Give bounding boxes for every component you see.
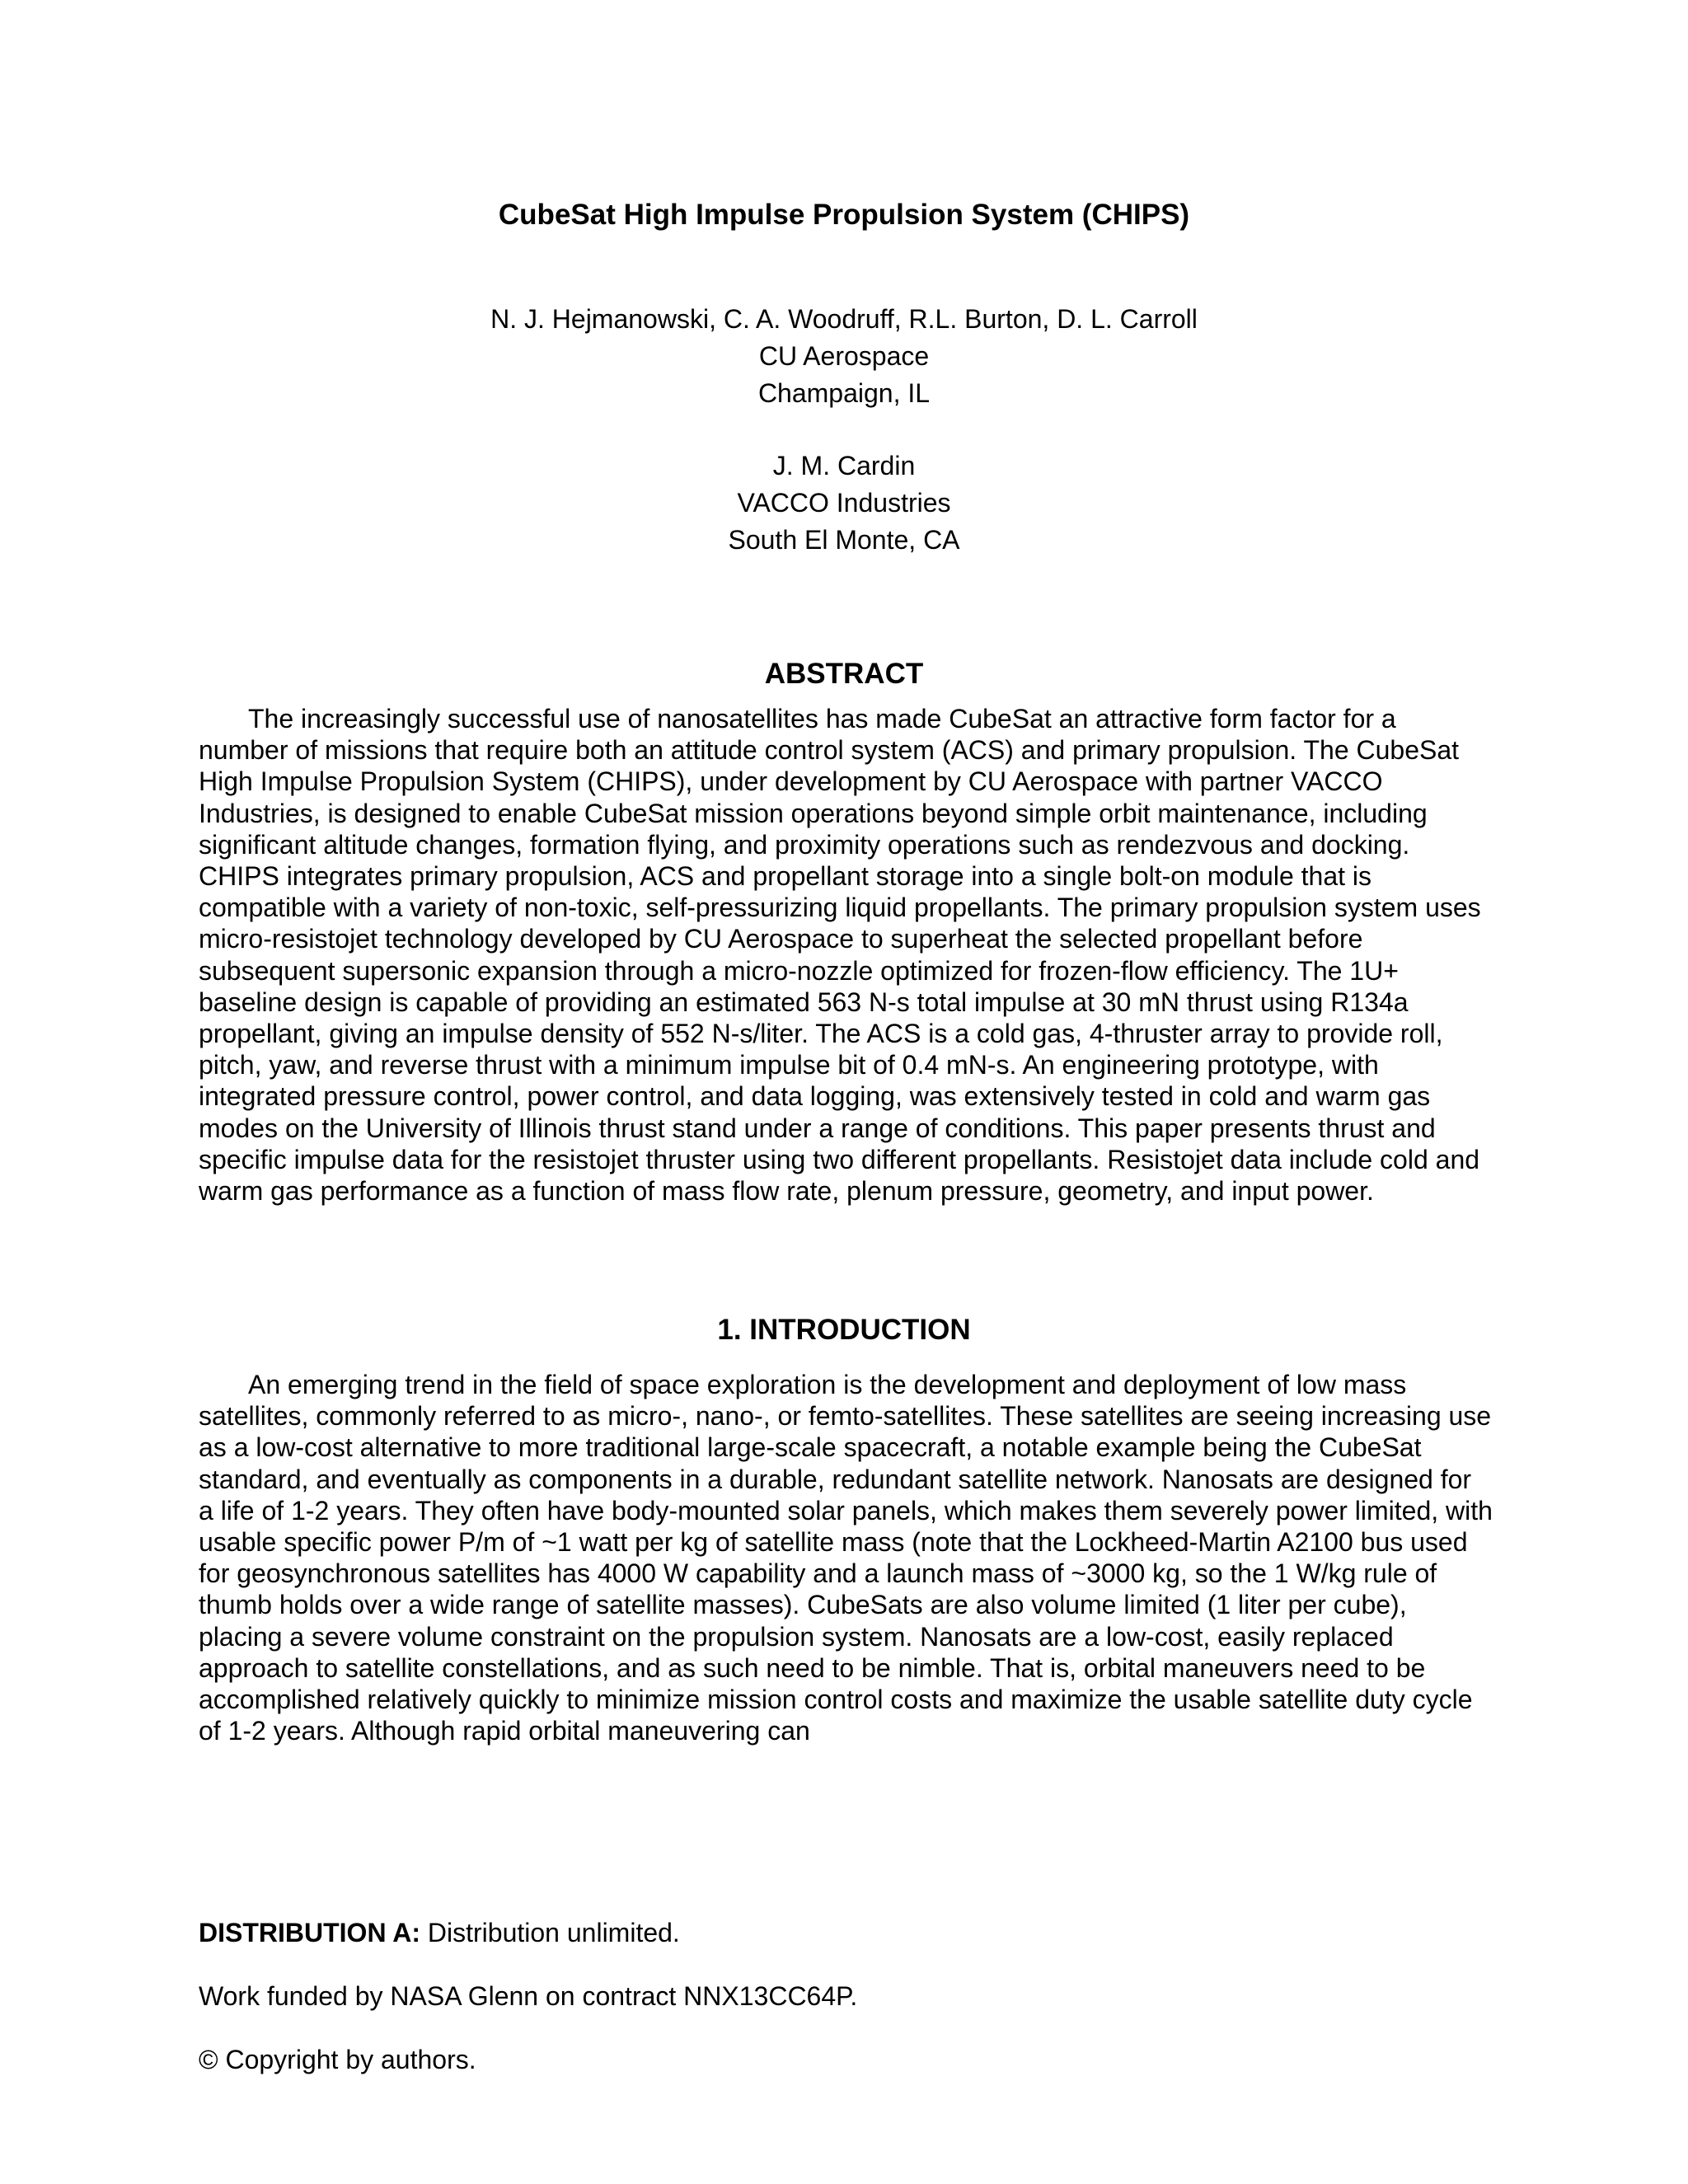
distribution-text: Distribution unlimited. [420, 1918, 680, 1947]
affiliation-location: South El Monte, CA [728, 525, 960, 555]
distribution-statement [199, 1916, 1493, 1949]
paper-title: CubeSat High Impulse Propulsion System (CHIPS) [498, 199, 1190, 231]
affiliation-secondary [0, 448, 1688, 559]
funding-statement: Work funded by NASA Glenn on contract NNX13CC64P. [199, 1981, 858, 2011]
affiliation-organization: CU Aerospace [758, 341, 930, 371]
introduction-paragraph: An emerging trend in the field of space exploration is the development and deployment of low mass satellites, commonly referred to as micro-, nano-, or femto-satellites. These satellites are seeing increasing use as a low-cost alternative to more traditional large-scale spacecraft, a notable example being the CubeSat standard, and eventually as components in a durable, redundant satellite network. Nanosats are designed for a life of 1-2 years. They often have body-mounted solar panels, which makes them severely power limited, with usable specific power P/m of ~1 watt per kg of satellite mass (note that the Lockheed-Martin A2100 bus used for geosynchronous satellites has 4000 W capability and a launch mass of ~3000 kg, so the 1 W/kg rule of thumb holds over a wide range of satellite masses). CubeSats are also volume limited (1 liter per cube), placing a severe volume constraint on the propulsion system. Nanosats are a low-cost, easily replaced approach to satellite constellations, and as such need to be nimble. That is, orbital maneuvers need to be accomplished relatively quickly to minimize mission control costs and maximize the usable satellite duty cycle of 1-2 years. Although rapid orbital maneuvering can [199, 1370, 1493, 1746]
affiliation-organization: VACCO Industries [737, 488, 951, 518]
affiliation-primary [0, 338, 1688, 412]
copyright-statement: © Copyright by authors. [199, 2045, 476, 2074]
distribution-label: DISTRIBUTION A: [199, 1918, 421, 1947]
abstract-paragraph: The increasingly successful use of nanosatellites has made CubeSat an attractive form factor for a number of missions that require both an attitude control system (ACS) and primary propulsion. The CubeSat High Impulse Propulsion System (CHIPS), under development by CU Aerospace with partner VACCO Industries, is designed to enable CubeSat mission operations beyond simple orbit maintenance, including significant altitude changes, formation flying, and proximity operations such as rendezvous and docking. CHIPS integrates primary propulsion, ACS and propellant storage into a single bolt-on module that is compatible with a variety of non-toxic, self-pressurizing liquid propellants. The primary propulsion system uses micro-resistojet technology developed by CU Aerospace to superheat the selected propellant before subsequent supersonic expansion through a micro-nozzle optimized for frozen-flow efficiency. The 1U+ baseline design is capable of providing an estimated 563 N-s total impulse at 30 mN thrust using R134a propellant, giving an impulse density of 552 N-s/liter. The ACS is a cold gas, 4-thruster array to provide roll, pitch, yaw, and reverse thrust with a minimum impulse bit of 0.4 mN-s. An engineering prototype, with integrated pressure control, power control, and data logging, was extensively tested in cold and warm gas modes on the University of Illinois thrust stand under a range of conditions. This paper presents thrust and specific impulse data for the resistojet thruster using two different propellants. Resistojet data include cold and warm gas performance as a function of mass flow rate, plenum pressure, geometry, and input power. [199, 704, 1481, 1207]
author-list-primary: N. J. Hejmanowski, C. A. Woodruff, R.L. Burton, D. L. Carroll [490, 304, 1198, 334]
affiliation-location: Champaign, IL [757, 378, 931, 408]
abstract-heading: ABSTRACT [764, 658, 924, 690]
introduction-heading: 1. INTRODUCTION [717, 1314, 971, 1346]
author-list-secondary: J. M. Cardin [772, 451, 916, 480]
